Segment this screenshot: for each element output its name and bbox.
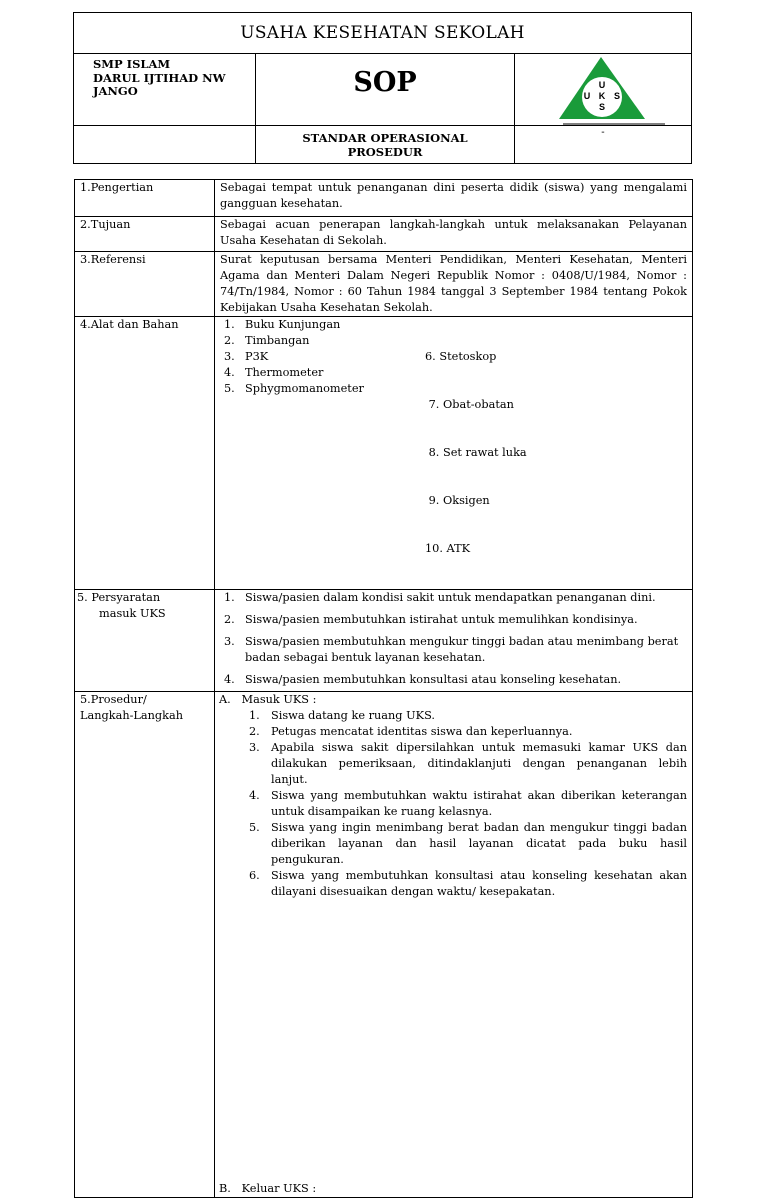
- requirement-list: [220, 590, 687, 688]
- logo-dash: -: [601, 127, 605, 138]
- school-name-line: JANGO: [93, 84, 138, 98]
- row-tujuan: [75, 217, 693, 252]
- row-label-line: Langkah-Langkah: [80, 709, 184, 722]
- row-alat-bahan: [75, 317, 693, 590]
- school-name-line: DARUL IJTIHAD NW: [93, 70, 226, 85]
- list-item: 2. Siswa/pasien membutuhkan istirahat untuk memulihkan kondisinya.: [224, 613, 638, 626]
- row-referensi: [75, 252, 693, 317]
- list-item: 4. Siswa yang membutuhkan waktu istirahat akan diberikan keterangan untuk disampaikan ke ruang kelasnya.: [249, 789, 687, 818]
- standard-title-line: PROSEDUR: [347, 144, 423, 159]
- list-item: 2. Timbangan: [224, 334, 310, 347]
- logo-letter: U: [598, 80, 606, 90]
- row-label-line: masuk UKS: [99, 607, 166, 620]
- uks-logo-icon: [515, 53, 691, 126]
- row-label: [75, 692, 215, 1198]
- row-label: 3.Referensi: [75, 252, 215, 317]
- list-item: 6. Siswa yang membutuhkan konsultasi atau konseling kesehatan akan dilayani disesuaikan dengan waktu/ kesepakatan.: [249, 869, 687, 898]
- row-persyaratan: [75, 590, 693, 692]
- empty-cell: [74, 126, 256, 163]
- equipment-columns: [220, 317, 687, 589]
- row-prosedur: [75, 692, 693, 1198]
- row-label: [75, 590, 215, 692]
- row-text: Sebagai acuan penerapan langkah-langkah untuk melaksanakan Pelayanan Usaha Kesehatan di Sekolah.: [215, 217, 693, 252]
- row-label: 2.Tujuan: [75, 217, 215, 252]
- equipment-list-left: [220, 317, 425, 589]
- equipment-list-right: [425, 317, 527, 589]
- row-label: 4.Alat dan Bahan: [75, 317, 215, 590]
- list-item: 3. Siswa/pasien membutuhkan mengukur tinggi badan atau menimbang berat badan sebagai bentuk layanan kesehatan.: [224, 635, 679, 664]
- list-item: 3. Apabila siswa sakit dipersilahkan untuk memasuki kamar UKS dan dilakukan pemeriksaan, ditindaklanjuti dengan penanganan lebih lanjut.: [249, 741, 687, 786]
- list-item: 1. Buku Kunjungan: [224, 318, 341, 331]
- row-label-line: 5.Prosedur/: [80, 693, 147, 706]
- sop-title: SOP: [256, 53, 515, 126]
- list-item: 4. Thermometer: [224, 366, 324, 379]
- row-text: Sebagai tempat untuk penanganan dini peserta didik (siswa) yang mengalami gangguan kesehatan.: [215, 180, 693, 217]
- row-label-line: 5. Persyaratan: [77, 591, 161, 604]
- school-name-line: SMP ISLAM: [93, 57, 171, 71]
- row-pengertian: [75, 180, 693, 217]
- school-name: [74, 53, 256, 126]
- list-item: 2. Petugas mencatat identitas siswa dan keperluannya.: [249, 725, 573, 738]
- section-heading: A. Masuk UKS :: [219, 693, 317, 706]
- procedure-steps: [219, 708, 687, 900]
- list-item: 8. Set rawat luka: [425, 446, 527, 459]
- list-item: 5. Siswa yang ingin menimbang berat badan dan mengukur tinggi badan diberikan layanan dan hasil layanan dicatat pada buku hasil pengukuran.: [249, 821, 687, 866]
- document-title: USAHA KESEHATAN SEKOLAH: [74, 13, 691, 54]
- list-item: 6. Stetoskop: [425, 350, 497, 363]
- list-item: 1. Siswa datang ke ruang UKS.: [249, 709, 436, 722]
- standard-title-line: STANDAR OPERASIONAL: [302, 131, 468, 145]
- row-content: [215, 692, 693, 1198]
- list-item: 9. Oksigen: [425, 494, 490, 507]
- section-heading: B. Keluar UKS :: [219, 1182, 317, 1195]
- standard-title: [256, 126, 515, 163]
- row-text: Surat keputusan bersama Menteri Pendidikan, Menteri Kesehatan, Menteri Agama dan Menteri Dalam Negeri Republik Nomor : 0408/U/1984, Nomor : 74/Tn/1984, Nomor : 60 Tahun 1984 tanggal 3 September 1984 tentang Pokok Kebijakan Usaha Kesehatan Sekolah.: [215, 252, 693, 317]
- document-header: [73, 12, 692, 164]
- row-content: [215, 590, 693, 692]
- list-item: 10. ATK: [425, 542, 471, 555]
- list-item: 7. Obat-obatan: [425, 398, 514, 411]
- logo-letter: S: [613, 91, 621, 101]
- uks-logo: [515, 53, 691, 126]
- row-content: [215, 317, 693, 590]
- logo-letter: S: [598, 102, 606, 112]
- list-item: 3. P3K: [224, 350, 269, 363]
- list-item: 1. Siswa/pasien dalam kondisi sakit untuk mendapatkan penanganan dini.: [224, 591, 656, 604]
- list-item: 4. Siswa/pasien membutuhkan konsultasi atau konseling kesehatan.: [224, 673, 622, 686]
- logo-letter: K: [598, 91, 606, 101]
- list-item: 5. Sphygmomanometer: [224, 382, 364, 395]
- logo-letter: U: [583, 91, 591, 101]
- sop-content-table: [74, 179, 693, 1198]
- row-label: 1.Pengertian: [75, 180, 215, 217]
